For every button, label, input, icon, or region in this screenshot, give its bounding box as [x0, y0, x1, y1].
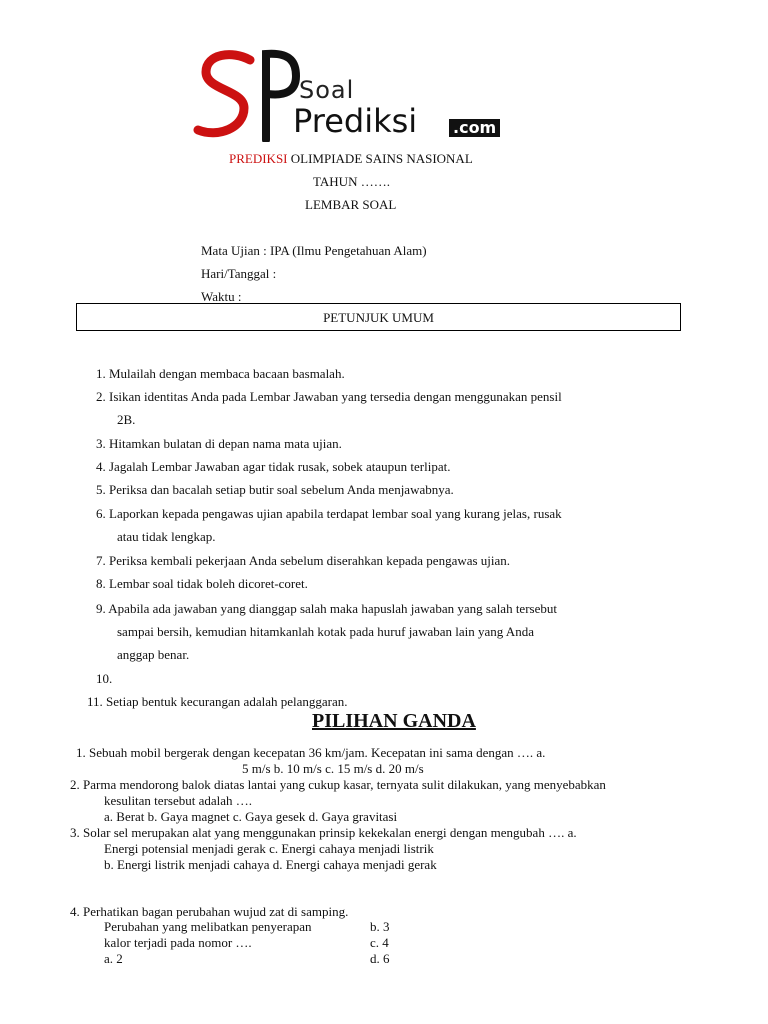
list-item: 11. Setiap bentuk kecurangan adalah pelanggaran. — [87, 694, 348, 709]
list-item: 1. Mulailah dengan membaca bacaan basmalah. — [96, 366, 345, 381]
waktu: Waktu : — [201, 289, 242, 304]
petunjuk-umum-box — [76, 303, 681, 331]
list-item: 3. Hitamkan bulatan di depan nama mata ujian. — [96, 436, 342, 451]
hari-tanggal: Hari/Tanggal : — [201, 266, 277, 281]
list-item: 2B. — [117, 412, 136, 427]
list-item: 6. Laporkan kepada pengawas ujian apabila terdapat lembar soal yang kurang jelas, rusak — [96, 506, 562, 521]
question-3-line-1: 3. Solar sel merupakan alat yang menggunakan prinsip kekekalan energi dengan mengubah …. a. — [70, 825, 577, 840]
question-4-option-b: b. 3 — [370, 919, 390, 934]
list-item: 9. Apabila ada jawaban yang dianggap salah maka hapuslah jawaban yang salah tersebut — [96, 601, 557, 616]
soal-prediksi-logo — [192, 46, 532, 142]
page-title-rest: OLIMPIADE SAINS NASIONAL — [287, 151, 473, 166]
question-2-line-2: kesulitan tersebut adalah …. — [104, 793, 253, 808]
sp-logo-icon — [192, 46, 302, 142]
list-item: 8. Lembar soal tidak boleh dicoret-coret. — [96, 576, 308, 591]
list-item: sampai bersih, kemudian hitamkanlah kotak pada huruf jawaban lain yang Anda — [117, 624, 534, 639]
logo-prediksi-text: Prediksi — [293, 102, 418, 140]
question-2-line-1: 2. Parma mendorong balok diatas lantai yang cukup kasar, ternyata sulit dilakukan, yang menyebabkan — [70, 777, 606, 792]
question-3-line-2: Energi potensial menjadi gerak c. Energi cahaya menjadi listrik — [104, 841, 434, 856]
tahun-line: TAHUN ……. — [313, 174, 390, 189]
list-item: 2. Isikan identitas Anda pada Lembar Jawaban yang tersedia dengan menggunakan pensil — [96, 389, 562, 404]
logo-soal-text: Soal — [299, 76, 355, 104]
question-4-line-3: kalor terjadi pada nomor …. — [104, 935, 252, 950]
question-2-line-3: a. Berat b. Gaya magnet c. Gaya gesek d. Gaya gravitasi — [104, 809, 398, 824]
question-3-line-3: b. Energi listrik menjadi cahaya d. Energi cahaya menjadi gerak — [104, 857, 437, 872]
pilihan-ganda-title: PILIHAN GANDA — [312, 710, 476, 732]
list-item: 4. Jagalah Lembar Jawaban agar tidak rusak, sobek ataupun terlipat. — [96, 459, 451, 474]
question-4-option-c: c. 4 — [370, 935, 389, 950]
question-4-line-2: Perubahan yang melibatkan penyerapan — [104, 919, 312, 934]
list-item: atau tidak lengkap. — [117, 529, 216, 544]
logo-com-text: .com — [449, 119, 500, 137]
page-title — [229, 151, 473, 167]
question-4-line-1: 4. Perhatikan bagan perubahan wujud zat di samping. — [70, 904, 349, 919]
question-4-option-a: a. 2 — [104, 951, 123, 966]
list-item: 7. Periksa kembali pekerjaan Anda sebelum diserahkan kepada pengawas ujian. — [96, 553, 511, 568]
petunjuk-umum-title: PETUNJUK UMUM — [323, 310, 434, 325]
list-item: anggap benar. — [117, 647, 190, 662]
lembar-soal-line: LEMBAR SOAL — [305, 197, 397, 212]
page-title-red: PREDIKSI — [229, 151, 288, 166]
question-4-option-d: d. 6 — [370, 951, 390, 966]
list-item: 5. Periksa dan bacalah setiap butir soal sebelum Anda menjawabnya. — [96, 482, 454, 497]
list-item: 10. — [96, 671, 113, 686]
question-1-line-2: 5 m/s b. 10 m/s c. 15 m/s d. 20 m/s — [242, 761, 424, 776]
question-1-line-1: 1. Sebuah mobil bergerak dengan kecepatan 36 km/jam. Kecepatan ini sama dengan …. a. — [76, 745, 546, 760]
mata-ujian: Mata Ujian : IPA (Ilmu Pengetahuan Alam) — [201, 243, 427, 258]
